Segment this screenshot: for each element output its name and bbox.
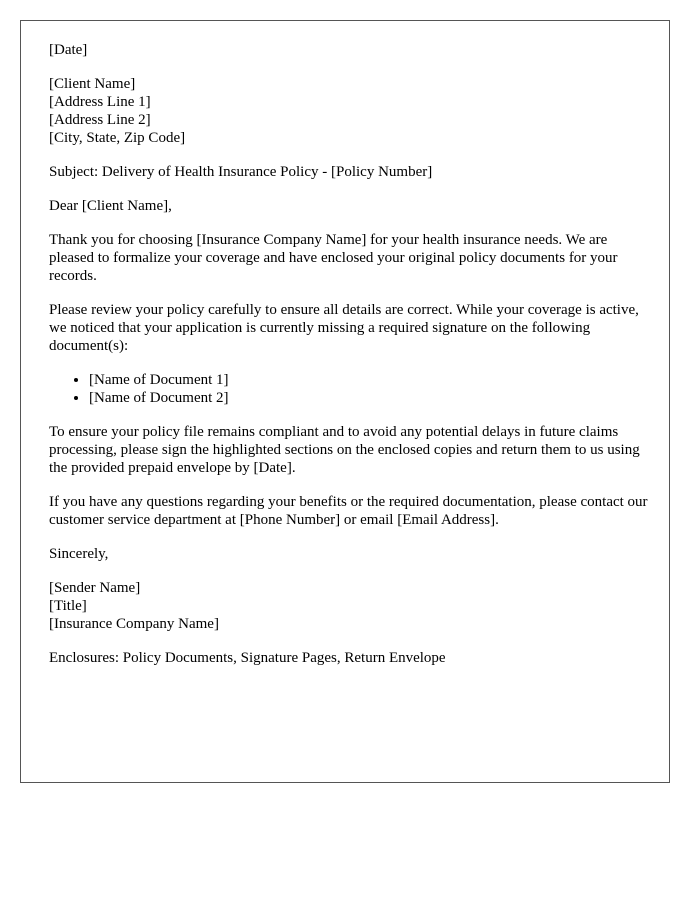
letter-paragraph-review: Please review your policy carefully to ensure all details are correct. While your coverage is active, we noticed that your application is currently missing a required signature on the following document(s): [49,302,639,354]
sender-company: [Insurance Company Name] [49,616,219,632]
sender-name: [Sender Name] [49,580,141,596]
letter-paragraph-contact: If you have any questions regarding your benefits or the required documentation, please contact our customer service department at [Phone Number] or email [Email Address]. [49,494,648,528]
letter-salutation: Dear [Client Name], [49,198,172,214]
recipient-city-state-zip: [City, State, Zip Code] [49,130,186,146]
letter-subject: Subject: Delivery of Health Insurance Policy - [Policy Number] [49,164,433,180]
missing-document-item: • [Name of Document 2] [89,389,649,407]
letter-paragraph-intro: Thank you for choosing [Insurance Company Name] for your health insurance needs. We are pleased to formalize your coverage and have enclosed your original policy documents for your records. [49,232,618,284]
recipient-address-line-2: [Address Line 2] [49,112,151,128]
recipient-address-block [49,75,649,147]
recipient-name: [Client Name] [49,76,136,92]
sender-title: [Title] [49,598,87,614]
signature-block [49,579,649,633]
letter-paragraph-instructions: To ensure your policy file remains compliant and to avoid any potential delays in future claims processing, please sign the highlighted sections on the enclosed copies and return them to us using the provided prepaid envelope by [Date]. [49,424,640,476]
missing-document-item: • [Name of Document 1] [89,371,649,389]
letter-closing: Sincerely, [49,546,109,562]
letter-enclosures: Enclosures: Policy Documents, Signature Pages, Return Envelope [49,650,446,666]
letter-page [20,20,670,783]
letter-date: [Date] [49,42,88,58]
recipient-address-line-1: [Address Line 1] [49,94,151,110]
missing-documents-list [49,371,649,407]
